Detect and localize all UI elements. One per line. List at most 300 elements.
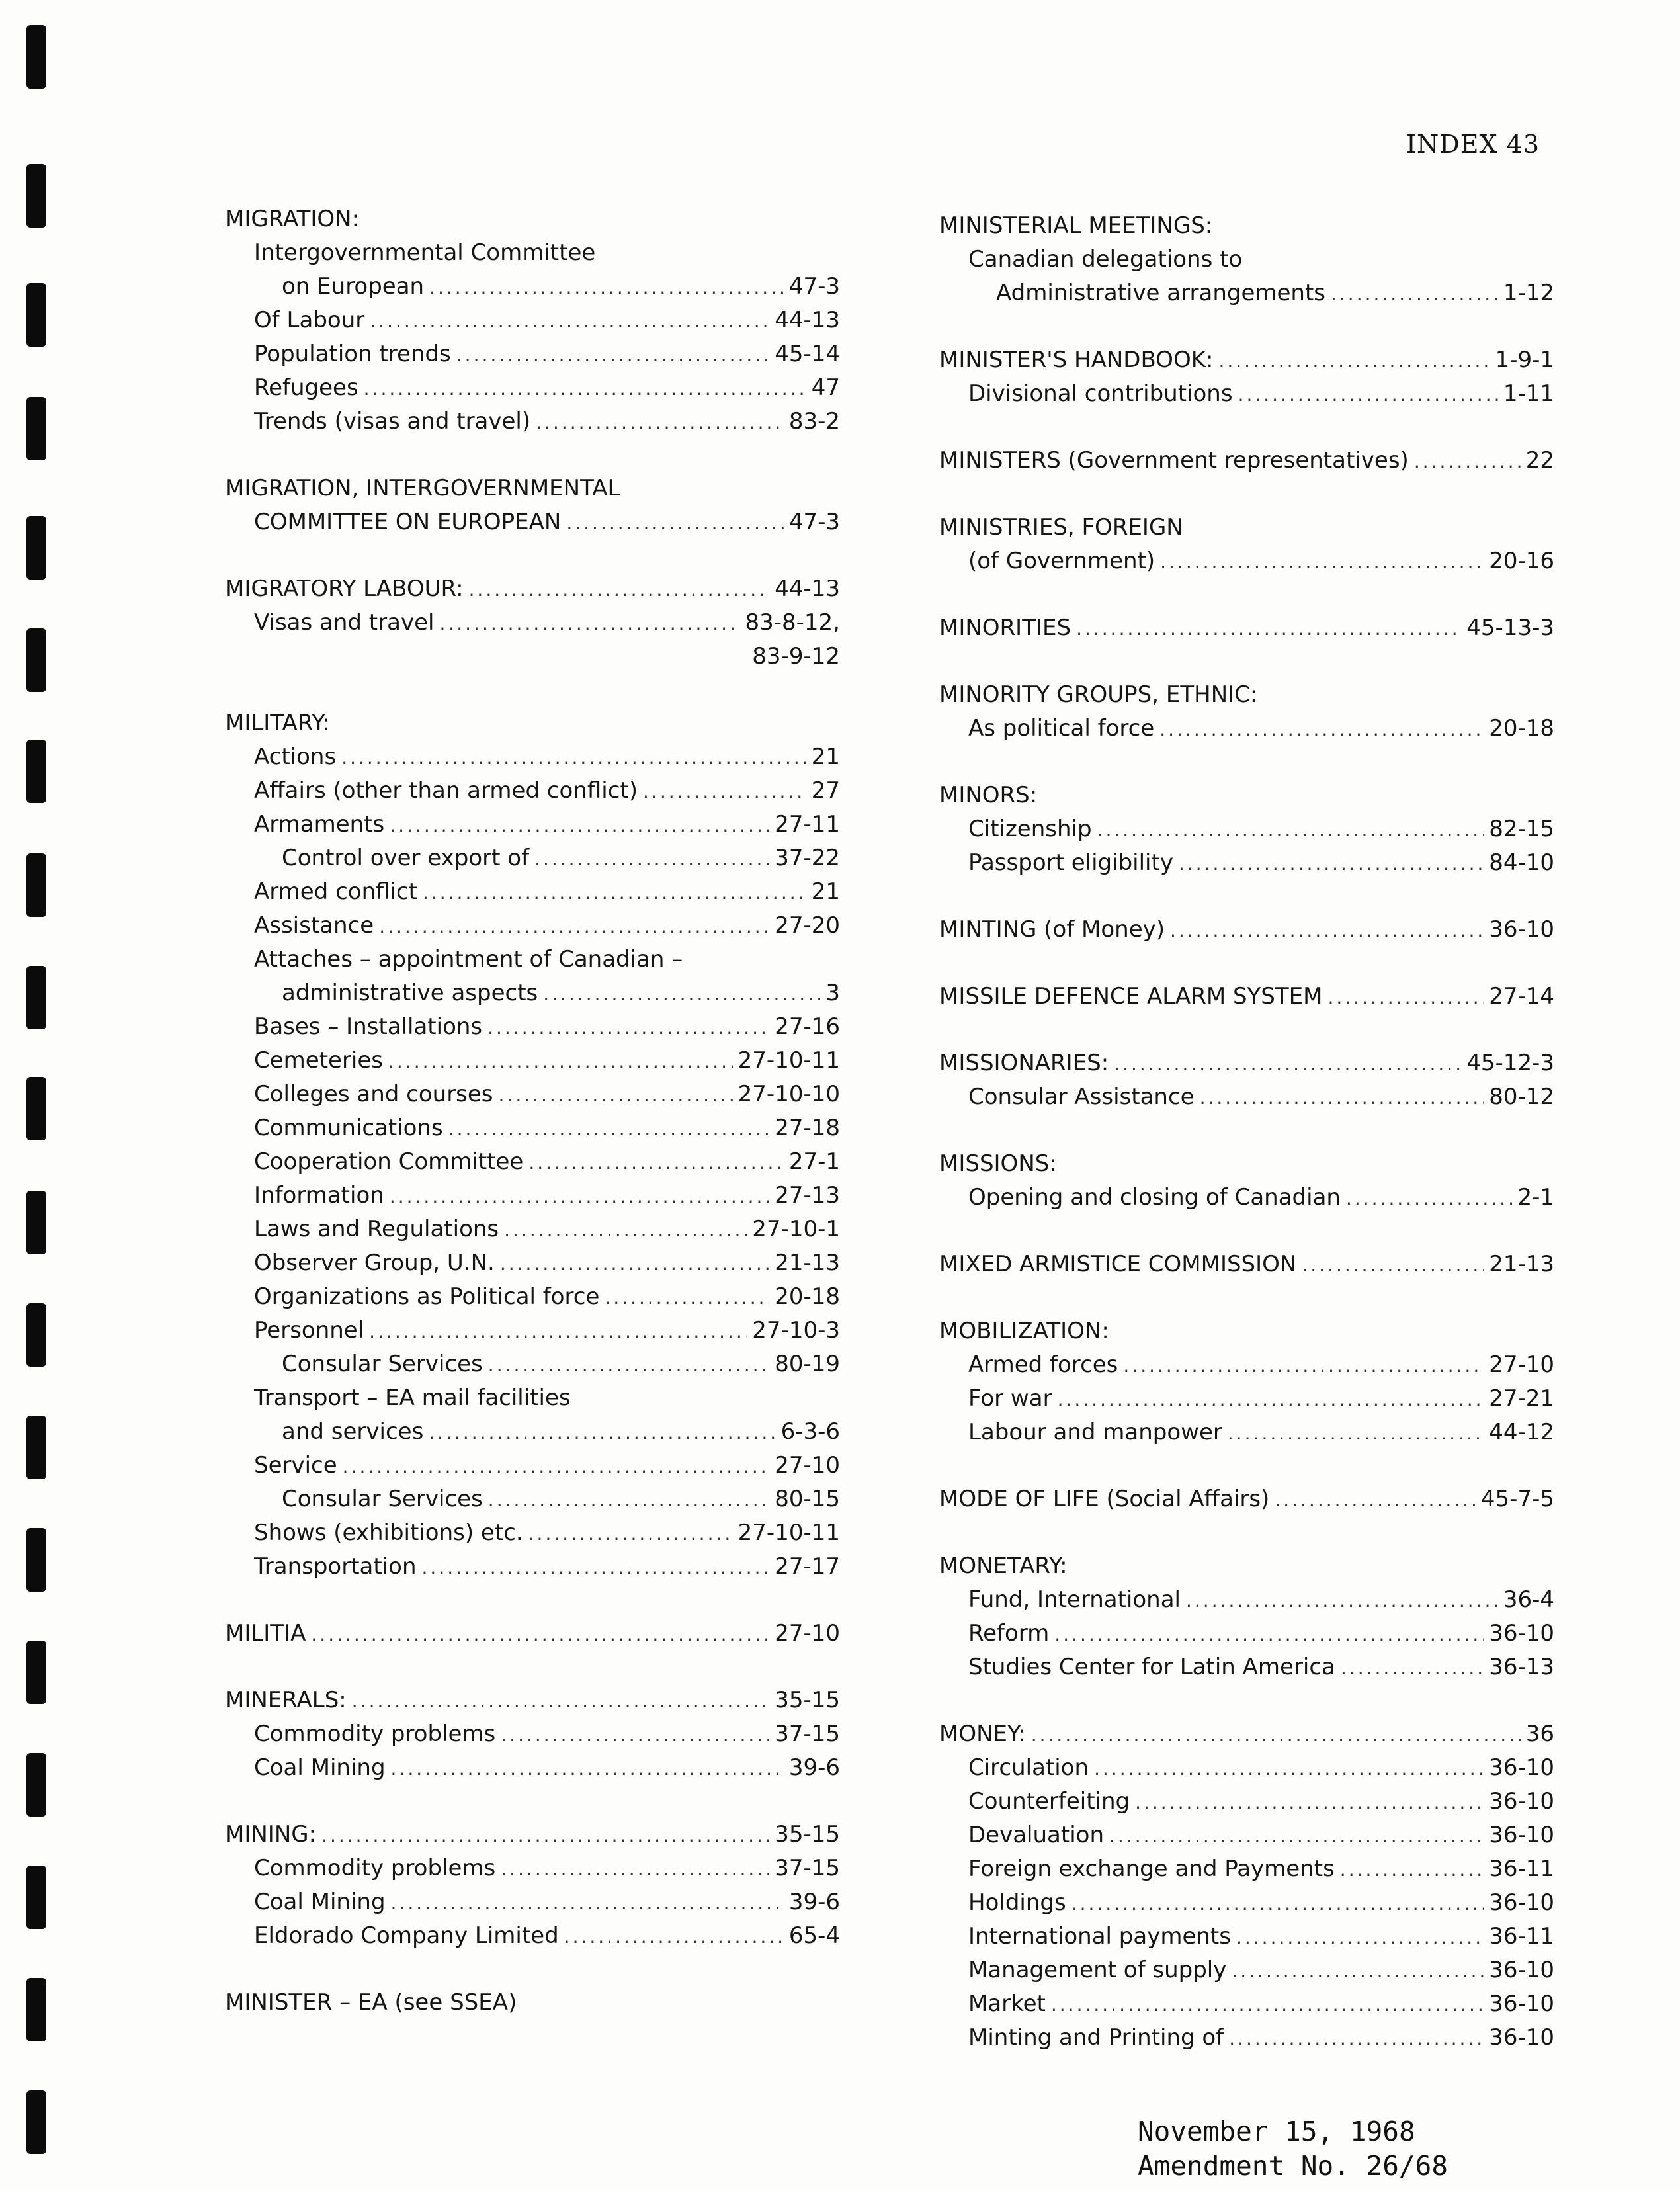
index-entry [205, 1516, 840, 1550]
page-reference: 36-10 [1489, 2024, 1554, 2051]
page-reference: 36-10 [1489, 1620, 1554, 1647]
index-group [919, 511, 1554, 578]
page-reference: 2-1 [1517, 1184, 1554, 1211]
dot-leader [1170, 914, 1484, 947]
punch-mark-icon [26, 740, 46, 803]
index-group [919, 1314, 1554, 1449]
entry-text: Consular Services [282, 1351, 483, 1377]
dot-leader [1327, 980, 1484, 1014]
page-reference: 35-15 [775, 1687, 840, 1713]
page-reference: 36 [1525, 1721, 1554, 1747]
dot-leader [429, 1416, 775, 1449]
entry-text: and services [282, 1418, 424, 1445]
page-reference: 27-10-3 [752, 1317, 840, 1344]
index-entry [205, 1078, 840, 1111]
page-reference: 27-14 [1489, 983, 1554, 1010]
page-reference: 39-6 [788, 1889, 840, 1915]
entry-text: Transport – EA mail facilities [254, 1385, 571, 1411]
index-entry [205, 1111, 840, 1145]
page-reference: 27-1 [788, 1148, 840, 1175]
entry-text: Observer Group, U.N. [254, 1250, 495, 1276]
index-heading [919, 511, 1554, 544]
entry-text: Personnel [254, 1317, 364, 1344]
dot-leader [488, 1483, 769, 1517]
index-entry [205, 236, 840, 270]
dot-leader [488, 1348, 769, 1382]
dot-leader [1179, 847, 1484, 881]
entry-text: on European [282, 273, 425, 300]
entry-text: Holdings [968, 1889, 1066, 1916]
heading-text: MIGRATION: [225, 206, 360, 232]
dot-leader [1414, 445, 1521, 478]
entry-text: Administrative arrangements [996, 280, 1325, 306]
index-column-left [205, 202, 840, 2053]
heading-text: MIGRATION, INTERGOVERNMENTAL [225, 475, 620, 501]
page-reference: 1-11 [1503, 380, 1554, 407]
dot-leader [390, 808, 769, 842]
page-reference: 80-19 [775, 1351, 840, 1377]
page-reference: 27-21 [1489, 1385, 1554, 1412]
index-entry [919, 277, 1554, 310]
index-entry [205, 1482, 840, 1516]
index-group [919, 343, 1554, 411]
dot-leader [543, 977, 820, 1011]
dot-leader [391, 1752, 784, 1785]
entry-text: Communications [254, 1115, 443, 1141]
page-reference: 65-4 [788, 1922, 840, 1949]
page-reference: 80-12 [1489, 1084, 1554, 1110]
index-entry [205, 774, 840, 808]
index-entry [919, 1751, 1554, 1785]
dot-leader [1051, 1988, 1484, 2022]
entry-text: Bases – Installations [254, 1013, 483, 1040]
page-reference: 27-11 [775, 811, 840, 838]
index-entry [205, 371, 840, 405]
entry-text: Armaments [254, 811, 385, 838]
dot-leader [566, 506, 783, 540]
dot-leader [500, 1247, 769, 1281]
index-entry [919, 712, 1554, 746]
heading-text: MIGRATORY LABOUR: [225, 576, 464, 602]
index-entry [205, 841, 840, 875]
dot-leader [423, 876, 806, 910]
index-heading [919, 611, 1554, 645]
page-reference: 36-13 [1489, 1654, 1554, 1680]
punch-mark-icon [26, 628, 46, 692]
dot-leader [1341, 1651, 1484, 1685]
dot-leader [388, 1045, 733, 1078]
dot-leader [1229, 2022, 1484, 2055]
index-column-right [919, 209, 1554, 2088]
entry-text: Reform [968, 1620, 1050, 1647]
entry-text: Devaluation [968, 1822, 1105, 1848]
dot-leader [501, 1718, 769, 1752]
page-reference: 37-15 [775, 1721, 840, 1747]
index-entry [919, 1920, 1554, 1954]
page-reference: 44-13 [775, 307, 840, 333]
dot-leader [369, 1314, 747, 1348]
punch-mark-icon [26, 853, 46, 917]
page-reference: 22 [1525, 447, 1554, 474]
index-entry [205, 1213, 840, 1246]
page-reference: 21-13 [775, 1250, 840, 1276]
index-heading [919, 1717, 1554, 1751]
page-reference: 21 [811, 744, 840, 770]
entry-text: Management of supply [968, 1957, 1227, 1983]
index-entry [205, 1179, 840, 1213]
index-group [205, 572, 840, 673]
index-heading [919, 209, 1554, 243]
dot-leader [1238, 378, 1498, 411]
dot-leader [1236, 1920, 1484, 1954]
page-reference: 27-10-10 [737, 1081, 840, 1107]
page-reference: 45-14 [775, 341, 840, 367]
entry-text: Cooperation Committee [254, 1148, 524, 1175]
dot-leader [321, 1819, 769, 1852]
punch-mark-icon [26, 283, 46, 347]
dot-leader [1228, 1416, 1484, 1450]
entry-text: Divisional contributions [968, 380, 1233, 407]
entry-text: Control over export of [282, 845, 530, 871]
page-reference: 20-18 [1489, 715, 1554, 742]
heading-text: MINERALS: [225, 1687, 347, 1713]
entry-text: Trends (visas and travel) [254, 408, 531, 435]
index-group [205, 707, 840, 1584]
dot-leader [504, 1213, 747, 1247]
index-entry [205, 808, 840, 841]
index-entry [205, 740, 840, 774]
page-reference: 1-12 [1503, 280, 1554, 306]
heading-text: MISSIONARIES: [939, 1050, 1109, 1076]
dot-leader [1054, 1617, 1484, 1651]
punch-mark-icon [26, 2090, 46, 2154]
index-heading [205, 707, 840, 740]
index-entry [205, 1145, 840, 1179]
page-reference: 3 [825, 980, 840, 1006]
dot-leader [1200, 1081, 1484, 1115]
dot-leader [487, 1011, 769, 1045]
page-reference: 27-20 [775, 912, 840, 939]
index-entry [205, 1919, 840, 1953]
index-entry [919, 812, 1554, 846]
punch-mark-icon [26, 1416, 46, 1479]
index-group [919, 444, 1554, 478]
index-heading [919, 444, 1554, 478]
index-group [205, 1986, 840, 2020]
index-entry [205, 1717, 840, 1751]
entry-text: Colleges and courses [254, 1081, 493, 1107]
heading-text: MONEY: [939, 1721, 1026, 1747]
page-reference: 47-3 [788, 273, 840, 300]
index-entry [205, 1348, 840, 1381]
index-group [205, 202, 840, 439]
index-group [919, 209, 1554, 310]
index-heading [205, 572, 840, 606]
page-reference: 44-12 [1489, 1419, 1554, 1445]
heading-text: MIXED ARMISTICE COMMISSION [939, 1251, 1297, 1277]
heading-text: MISSILE DEFENCE ALARM SYSTEM [939, 983, 1323, 1010]
page-reference: 27-10-11 [737, 1047, 840, 1074]
page-reference: 20-16 [1489, 548, 1554, 574]
dot-leader [528, 1146, 784, 1180]
entry-text: Counterfeiting [968, 1788, 1130, 1815]
dot-leader [1275, 1483, 1476, 1517]
dot-leader [1114, 1047, 1461, 1081]
dot-leader [341, 741, 806, 775]
page-reference: 27-13 [775, 1182, 840, 1209]
index-entry [205, 1044, 840, 1078]
index-entry [919, 1987, 1554, 2021]
punch-mark-icon [26, 397, 46, 460]
page-reference: 83-9-12 [752, 643, 840, 669]
dot-leader [1094, 1752, 1484, 1785]
dot-leader [643, 775, 806, 808]
page-reference: 27-10 [1489, 1352, 1554, 1378]
index-group [919, 779, 1554, 880]
page-reference: 36-10 [1489, 1991, 1554, 2017]
page-reference: 27-16 [775, 1013, 840, 1040]
page-reference: 36-11 [1489, 1923, 1554, 1950]
entry-text: Of Labour [254, 307, 365, 333]
entry-text: Minting and Printing of [968, 2024, 1224, 2051]
dot-leader [1159, 712, 1484, 746]
dot-leader [429, 271, 784, 304]
page-reference: 45-13-3 [1466, 615, 1554, 641]
entry-text: Eldorado Company Limited [254, 1922, 559, 1949]
heading-text: MINISTRIES, FOREIGN [939, 514, 1183, 540]
entry-text: Citizenship [968, 816, 1092, 842]
dot-leader [469, 573, 770, 607]
entry-text: Visas and travel [254, 609, 435, 636]
index-heading [919, 1047, 1554, 1080]
index-heading [919, 913, 1554, 947]
page-reference: 36-10 [1489, 916, 1554, 943]
heading-text: MILITIA [225, 1620, 306, 1647]
entry-text: Consular Assistance [968, 1084, 1195, 1110]
page-reference: 44-13 [775, 576, 840, 602]
heading-text: MINORS: [939, 782, 1038, 808]
entry-text: Cemeteries [254, 1047, 384, 1074]
entry-text: Information [254, 1182, 384, 1209]
dot-leader [364, 372, 806, 406]
index-entry [205, 1885, 840, 1919]
footer [1138, 2114, 1448, 2183]
index-heading [205, 1684, 840, 1717]
entry-text: Refugees [254, 374, 358, 401]
page-reference: 36-11 [1489, 1856, 1554, 1882]
entry-text: For war [968, 1385, 1052, 1412]
index-entry [919, 1617, 1554, 1651]
index-entry [919, 243, 1554, 277]
index-group [919, 913, 1554, 947]
page-reference: 21 [811, 879, 840, 905]
index-group [205, 1617, 840, 1651]
index-entry [919, 377, 1554, 411]
dot-leader [1160, 545, 1484, 579]
page-reference: 27-17 [775, 1553, 840, 1580]
index-entry [919, 1382, 1554, 1416]
page-reference: 82-15 [1489, 816, 1554, 842]
index-entry [919, 1181, 1554, 1215]
index-entry [205, 505, 840, 539]
index-group [919, 1047, 1554, 1114]
dot-leader [501, 1852, 769, 1886]
index-entry [205, 606, 840, 640]
dot-leader [343, 1449, 770, 1483]
entry-text: Attaches – appointment of Canadian – [254, 946, 683, 972]
index-heading [919, 1147, 1554, 1181]
index-heading [205, 202, 840, 236]
entry-text: Coal Mining [254, 1889, 386, 1915]
punch-mark-icon [26, 1866, 46, 1929]
entry-text: Shows (exhibitions) etc. [254, 1520, 523, 1546]
dot-leader [448, 1112, 770, 1146]
entry-text: Organizations as Political force [254, 1283, 600, 1310]
dot-leader [1031, 1718, 1521, 1752]
dot-leader [536, 406, 784, 439]
page-reference: 36-4 [1503, 1586, 1554, 1613]
page-reference: 45-7-5 [1480, 1486, 1554, 1512]
entry-text: COMMITTEE ON EUROPEAN [254, 509, 562, 535]
index-group [205, 1684, 840, 1785]
entry-text: Laws and Regulations [254, 1216, 499, 1242]
punch-mark-icon [26, 25, 46, 89]
dot-leader [1186, 1584, 1498, 1617]
punch-mark-icon [26, 1303, 46, 1367]
entry-text: Coal Mining [254, 1754, 386, 1781]
heading-text: MINTING (of Money) [939, 916, 1165, 943]
dot-leader [352, 1684, 769, 1718]
heading-text: MINISTER'S HANDBOOK: [939, 347, 1214, 373]
index-group [205, 472, 840, 539]
footer-amendment: Amendment No. 26/68 [1138, 2150, 1448, 2182]
entry-text: Actions [254, 744, 337, 770]
index-entry [205, 1550, 840, 1584]
heading-text: MINISTERIAL MEETINGS: [939, 212, 1213, 239]
page-reference: 47 [811, 374, 840, 401]
index-heading [919, 980, 1554, 1013]
index-entry [205, 337, 840, 371]
index-group [919, 611, 1554, 645]
index-entry [205, 270, 840, 304]
dot-leader [1109, 1819, 1484, 1853]
footer-date: November 15, 1968 [1138, 2116, 1415, 2147]
page-reference: 39-6 [788, 1754, 840, 1781]
page-reference: 37-22 [775, 845, 840, 871]
index-group [919, 1482, 1554, 1516]
index-entry [919, 1651, 1554, 1684]
heading-text: MISSIONS: [939, 1150, 1057, 1177]
punch-mark-icon [26, 1641, 46, 1704]
punch-mark-icon [26, 164, 46, 228]
entry-text: Opening and closing of Canadian [968, 1184, 1341, 1211]
index-group [919, 1549, 1554, 1684]
entry-text: Fund, International [968, 1586, 1181, 1613]
entry-text: Market [968, 1991, 1046, 2017]
index-entry [205, 943, 840, 976]
dot-leader [1232, 1954, 1484, 1988]
dot-leader [1071, 1887, 1484, 1920]
index-heading [919, 1549, 1554, 1583]
page-reference: 21-13 [1489, 1251, 1554, 1277]
heading-text: MINORITIES [939, 615, 1071, 641]
page-reference: 6-3-6 [780, 1418, 840, 1445]
dot-leader [499, 1078, 733, 1112]
index-entry [919, 1886, 1554, 1920]
index-group [919, 1248, 1554, 1281]
punch-mark-icon [26, 1753, 46, 1817]
index-group [919, 1717, 1554, 2055]
page-reference: 27-10-11 [737, 1520, 840, 1546]
page-reference: 83-2 [788, 408, 840, 435]
entry-text: Commodity problems [254, 1721, 496, 1747]
index-heading [919, 1248, 1554, 1281]
heading-text: MONETARY: [939, 1553, 1068, 1579]
heading-text: MINISTERS (Government representatives) [939, 447, 1409, 474]
dot-leader [391, 1886, 784, 1920]
index-entry [919, 1348, 1554, 1382]
entry-text: Affairs (other than armed conflict) [254, 777, 638, 804]
index-heading [919, 779, 1554, 812]
dot-leader [605, 1281, 769, 1314]
entry-text: Service [254, 1452, 337, 1479]
entry-text: Population trends [254, 341, 451, 367]
entry-text: (of Government) [968, 548, 1155, 574]
index-entry [919, 1080, 1554, 1114]
dot-leader [456, 338, 769, 372]
index-entry [919, 1852, 1554, 1886]
dot-leader [528, 1517, 733, 1551]
index-entry [919, 1819, 1554, 1852]
dot-leader [1218, 344, 1490, 378]
punch-mark-icon [26, 1191, 46, 1254]
entry-text: Assistance [254, 912, 374, 939]
entry-text: Circulation [968, 1754, 1089, 1781]
index-entry [205, 1314, 840, 1348]
dot-leader [1346, 1181, 1512, 1215]
entry-text: administrative aspects [282, 980, 538, 1006]
page-reference: 36-10 [1489, 1788, 1554, 1815]
heading-text: MINISTER – EA (see SSEA) [225, 1989, 517, 2016]
page-reference: 36-10 [1489, 1822, 1554, 1848]
index-entry [205, 1852, 840, 1885]
entry-text: Labour and manpower [968, 1419, 1222, 1445]
page-reference: 36-10 [1489, 1889, 1554, 1916]
page-reference: 27 [811, 777, 840, 804]
dot-leader [439, 607, 739, 640]
page-reference: 27-10 [775, 1620, 840, 1647]
page-title: INDEX 43 [1406, 130, 1540, 159]
dot-leader [390, 1180, 769, 1213]
index-entry [205, 1415, 840, 1449]
dot-leader [1076, 612, 1461, 646]
dot-leader [1097, 813, 1484, 847]
index-entry [205, 1449, 840, 1482]
page-reference: 20-18 [775, 1283, 840, 1310]
page-reference: 83-8-12, [745, 609, 840, 636]
heading-text: MINING: [225, 1821, 317, 1848]
dot-leader [311, 1617, 769, 1651]
dot-leader [379, 910, 769, 943]
entry-text: Commodity problems [254, 1855, 496, 1881]
dot-leader [1058, 1383, 1484, 1416]
page-reference: 84-10 [1489, 849, 1554, 876]
heading-text: MOBILIZATION: [939, 1318, 1109, 1344]
page-reference: 36-10 [1489, 1754, 1554, 1781]
index-entry [919, 1583, 1554, 1617]
page-reference: 80-15 [775, 1486, 840, 1512]
page-reference: 36-10 [1489, 1957, 1554, 1983]
